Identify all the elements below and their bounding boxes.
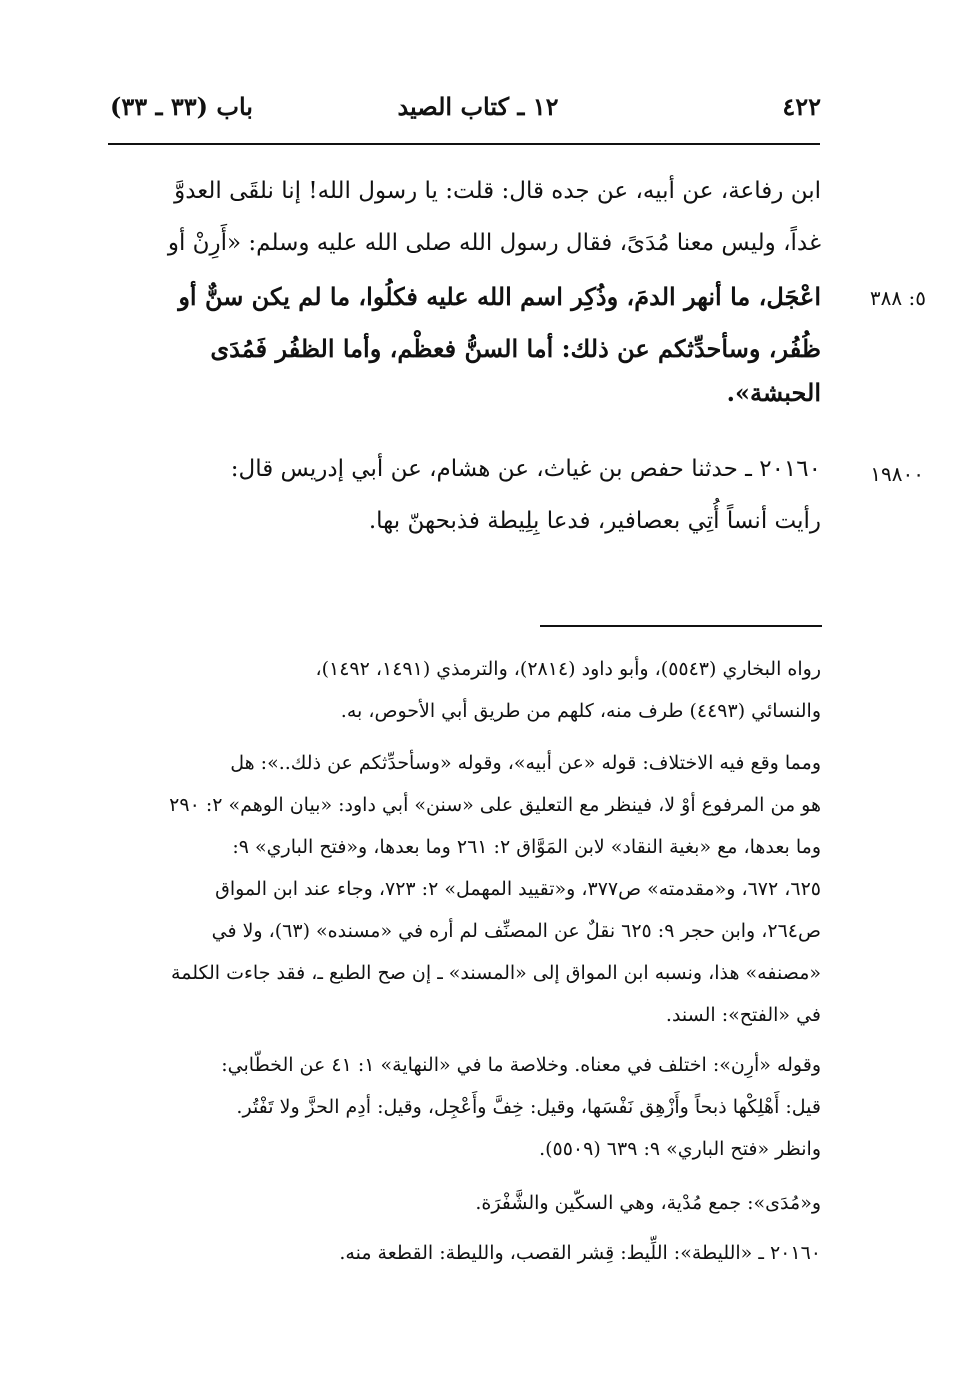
footnote-line: في «الفتح»: السند. (665, 1004, 821, 1026)
footnote-line: وانظر «فتح الباري» ٩: ٦٣٩ (٥٥٠٩). (539, 1138, 821, 1160)
footnote-line: ٢٠١٦٠ ـ «الليطة»: اللِّيط: قِشر القصب، والليطة: القطعة منه. (339, 1242, 821, 1264)
text-line: اعْجَل، ما أنهر الدمَ، وذُكِر اسم الله عليه فكلُوا، ما لم يكن سنٌّ أو (178, 282, 821, 311)
chapter-range: باب (٣٣ ـ ٣٣) (110, 92, 253, 121)
text-line: الحبشة». (726, 378, 821, 407)
margin-reference: ٥: ٣٨٨ (869, 286, 926, 310)
footnote-line: ٦٢٥، ٦٧٢، و«مقدمته» ص٣٧٧، و«تقييد المهمل» ٢: ٧٢٣، وجاء عند ابن المواق (215, 878, 821, 900)
text-line: غداً، وليس معنا مُدَىً، فقال رسول الله صلى الله عليه وسلم: «أَرِنْ أو (167, 230, 821, 256)
footnote-separator (540, 625, 822, 627)
footnote-line: قيل: أَهْلِكْها ذبحاً وأَزْهِق نَفْسَها، وقيل: خِفَّ وأَعْجِل، وقيل: أدِم الحزَّ ولا تَفْتُر. (236, 1096, 821, 1118)
footnote-line: وما بعدها، مع «بغية النقاد» لابن المَوَّاق ٢: ٢٦١ وما بعدها، و«فتح الباري» ٩: (232, 836, 821, 858)
text-line: ٢٠١٦٠ ـ حدثنا حفص بن غياث، عن هشام، عن أبي إدريس قال: (230, 456, 821, 482)
page-number: ٤٢٢ (782, 92, 821, 121)
text-line: ظُفُر، وسأحدِّثكم عن ذلك: أما السنُّ فعظْم، وأما الظفُر فَمُدَى (210, 334, 821, 363)
footnote-line: ص٢٦٤، وابن حجر ٩: ٦٢٥ نقلٌ عن المصنِّف لم أره في «مسنده» (٦٣)، ولا في (211, 920, 821, 942)
footnote-line: رواه البخاري (٥٥٤٣)، وأبو داود (٢٨١٤)، والترمذي (١٤٩١، ١٤٩٢)، (315, 658, 821, 680)
footnote-line: هو من المرفوع أوْ لا، فينظر مع التعليق على «سنن» أبي داود: «بيان الوهم» ٢: ٢٩٠ (169, 794, 821, 816)
text-line: رأيت أنساً أُتِي بعصافير، فدعا بِلِيطة فذبحهنّ بها. (368, 508, 821, 534)
header-rule (108, 143, 820, 145)
text-line: ابن رفاعة، عن أبيه، عن جده قال: قلت: يا رسول الله! إنا نلقَى العدوَّ (174, 178, 821, 204)
footnote-line: وقوله «أرِن»: اختلف في معناه. وخلاصة ما في «النهاية» ١: ٤١ عن الخطّابي: (221, 1054, 821, 1076)
hadith-margin-number: ١٩٨٠٠ (870, 462, 924, 486)
footnote-line: والنسائي (٤٤٩٣) طرف منه، كلهم من طريق أبي الأحوص، به. (340, 700, 821, 722)
book-title: ١٢ ـ كتاب الصيد (397, 92, 559, 121)
footnote-line: و«مُدَى»: جمع مُدْية، وهي السكّين والشَّفْرَة. (475, 1192, 821, 1214)
footnote-line: ومما وقع فيه الاختلاف: قوله «عن أبيه»، وقوله «وسأحدِّثكم عن ذلك..»: هل (230, 752, 821, 774)
footnote-line: «مصنفه» هذا، ونسبه ابن المواق إلى «المسند» ـ إن صح الطبع ـ، فقد جاءت الكلمة (171, 962, 821, 984)
